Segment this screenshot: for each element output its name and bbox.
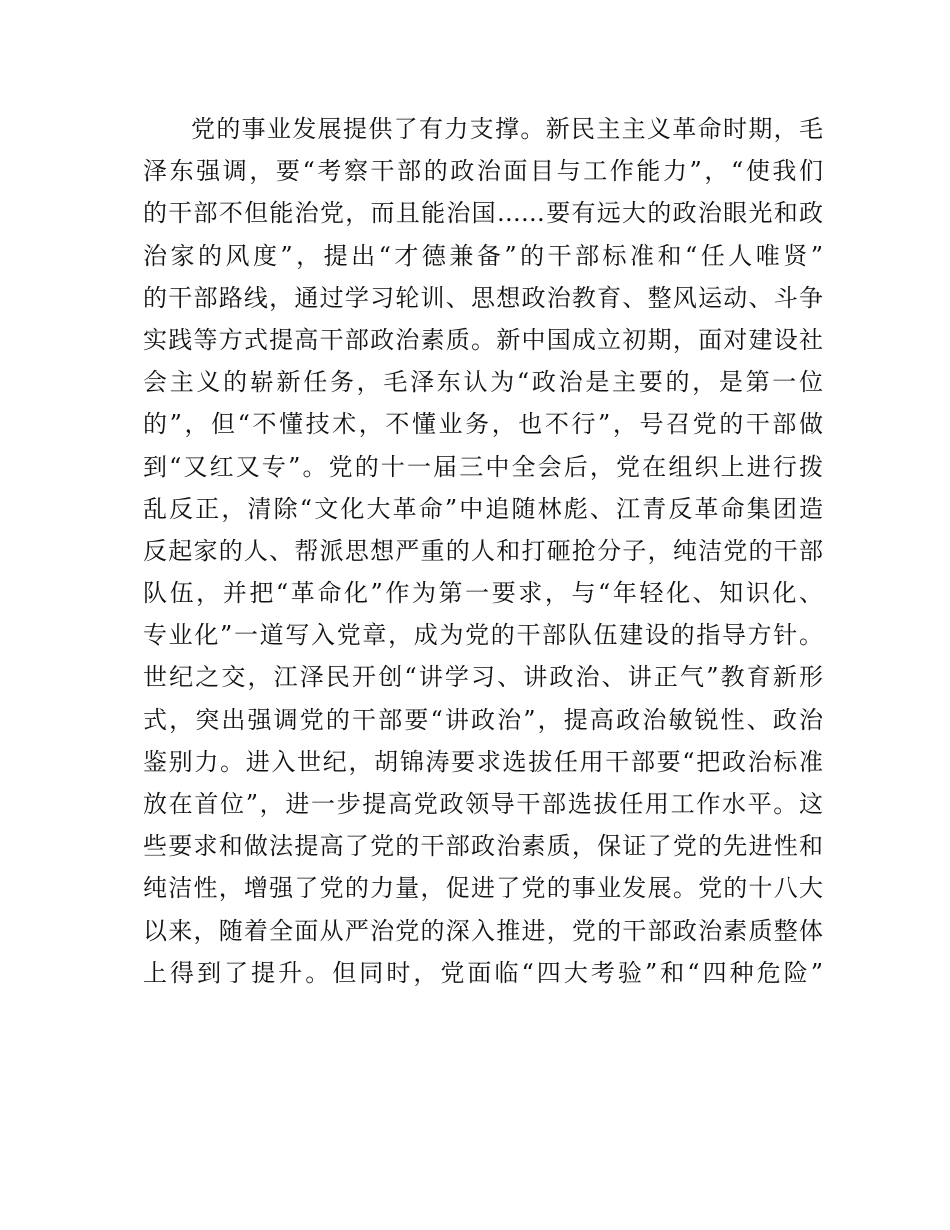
text-line: 实践等方式提高干部政治素质。新中国成立初期，面对建设社 [143, 325, 823, 354]
text-line: 反起家的人、帮派思想严重的人和打砸抢分子，纯洁党的干部 [143, 536, 823, 565]
text-line: 鉴别力。进入世纪，胡锦涛要求选拔任用干部要“把政治标准 [143, 747, 823, 776]
text-line: 乱反正，清除“文化大革命”中追随林彪、江青反革命集团造 [143, 494, 823, 523]
text-line: 泽东强调，要“考察干部的政治面目与工作能力”，“使我们 [143, 157, 823, 186]
text-line: 治家的风度”，提出“才德兼备”的干部标准和“任人唯贤” [143, 241, 823, 270]
body-paragraph [143, 108, 823, 994]
text-line: 的干部不但能治党，而且能治国……要有远大的政治眼光和政 [143, 199, 823, 228]
text-line: 上得到了提升。但同时，党面临“四大考验”和“四种危险” [143, 958, 823, 987]
text-line: 式，突出强调党的干部要“讲政治”，提高政治敏锐性、政治 [143, 705, 823, 734]
text-line: 专业化”一道写入党章，成为党的干部队伍建设的指导方针。 [143, 621, 823, 650]
text-line: 的”，但“不懂技术，不懂业务，也不行”，号召党的干部做 [143, 410, 823, 439]
text-line: 放在首位”，进一步提高党政领导干部选拔任用工作水平。这 [143, 790, 823, 818]
text-line: 的干部路线，通过学习轮训、思想政治教育、整风运动、斗争 [143, 283, 823, 312]
text-line: 以来，随着全面从严治党的深入推进，党的干部政治素质整体 [143, 916, 823, 945]
text-line: 党的事业发展提供了有力支撑。新民主主义革命时期，毛 [191, 115, 823, 143]
text-line: 些要求和做法提高了党的干部政治素质，保证了党的先进性和 [143, 832, 823, 861]
text-line: 会主义的崭新任务，毛泽东认为“政治是主要的，是第一位 [143, 368, 823, 397]
text-line: 世纪之交，江泽民开创“讲学习、讲政治、讲正气”教育新形 [143, 663, 823, 692]
text-line: 到“又红又专”。党的十一届三中全会后，党在组织上进行拨 [143, 452, 823, 481]
text-line: 纯洁性，增强了党的力量，促进了党的事业发展。党的十八大 [143, 874, 823, 903]
text-line: 队伍，并把“革命化”作为第一要求，与“年轻化、知识化、 [143, 579, 823, 608]
